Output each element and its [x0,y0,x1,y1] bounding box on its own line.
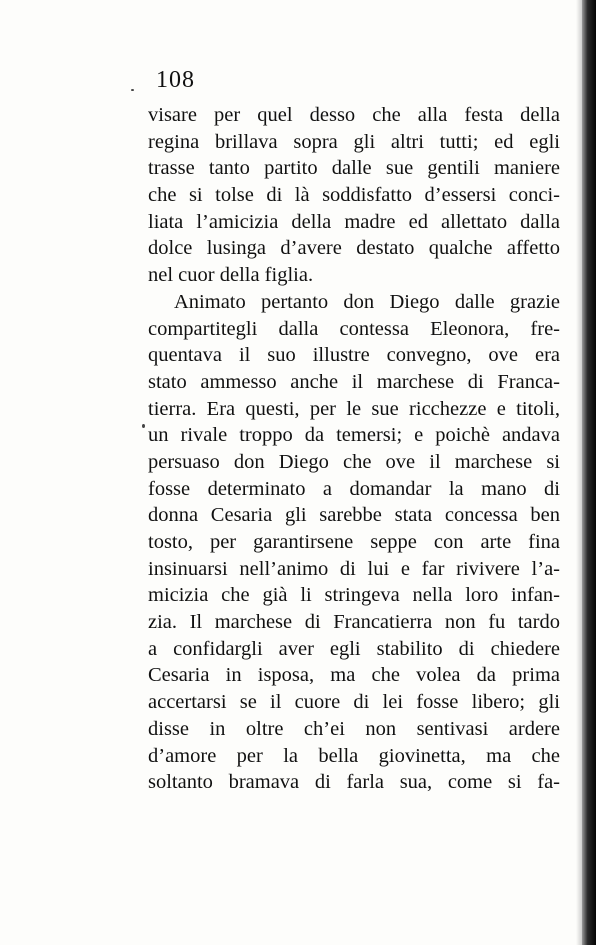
scan-speck [142,424,145,428]
text-line: Animato pertanto don Diego dalle grazie [174,290,560,313]
text-line: dolce lusinga d’avere destato qualche affetto [148,237,560,260]
text-line: insinuarsi nell’animo di lui e far rivivere l’a- [148,557,560,580]
text-line: a confidargli aver egli stabilito di chiedere [148,637,560,660]
text-line: quentava il suo illustre convegno, ove era [148,344,560,367]
text-line: trasse tanto partito dalle sue gentili maniere [148,157,560,180]
text-line: che si tolse di là soddisfatto d’essersi conci- [148,184,560,207]
text-line: fosse determinato a domandar la mano di [148,477,560,500]
text-line: nel cuor della figlia. [148,264,314,287]
body-text [148,102,560,796]
text-line: micizia che già li stringeva nella loro infan- [148,584,560,607]
text-line: donna Cesaria gli sarebbe stata concessa ben [148,504,560,527]
text-line: d’amore per la bella giovinetta, ma che [148,744,560,767]
text-line: zia. Il marchese di Francatierra non fu tardo [148,611,560,634]
text-line: stato ammesso anche il marchese di Franca- [148,370,560,393]
text-line: accertarsi se il cuore di lei fosse libero; gli [148,691,560,714]
text-line: disse in oltre ch’ei non sentivasi ardere [148,717,560,740]
text-line: regina brillava sopra gli altri tutti; ed egli [148,130,560,153]
text-line: Cesaria in isposa, ma che volea da prima [148,664,560,687]
text-line: un rivale troppo da temersi; e poichè andava [148,424,560,447]
text-line: tierra. Era questi, per le sue ricchezze e titoli, [148,397,560,420]
page-number: 108 [156,67,195,93]
scan-edge [582,0,596,945]
scan-speck [131,89,134,91]
text-line: persuaso don Diego che ove il marchese si [148,450,560,473]
text-line: compartitegli dalla contessa Eleonora, fre- [148,317,560,340]
text-line: visare per quel desso che alla festa della [148,104,560,126]
text-line: tosto, per garantirsene seppe con arte fina [148,531,560,553]
text-line: liata l’amicizia della madre ed allettato dalla [148,210,560,233]
text-line: soltanto bramava di farla sua, come si fa- [148,771,560,794]
